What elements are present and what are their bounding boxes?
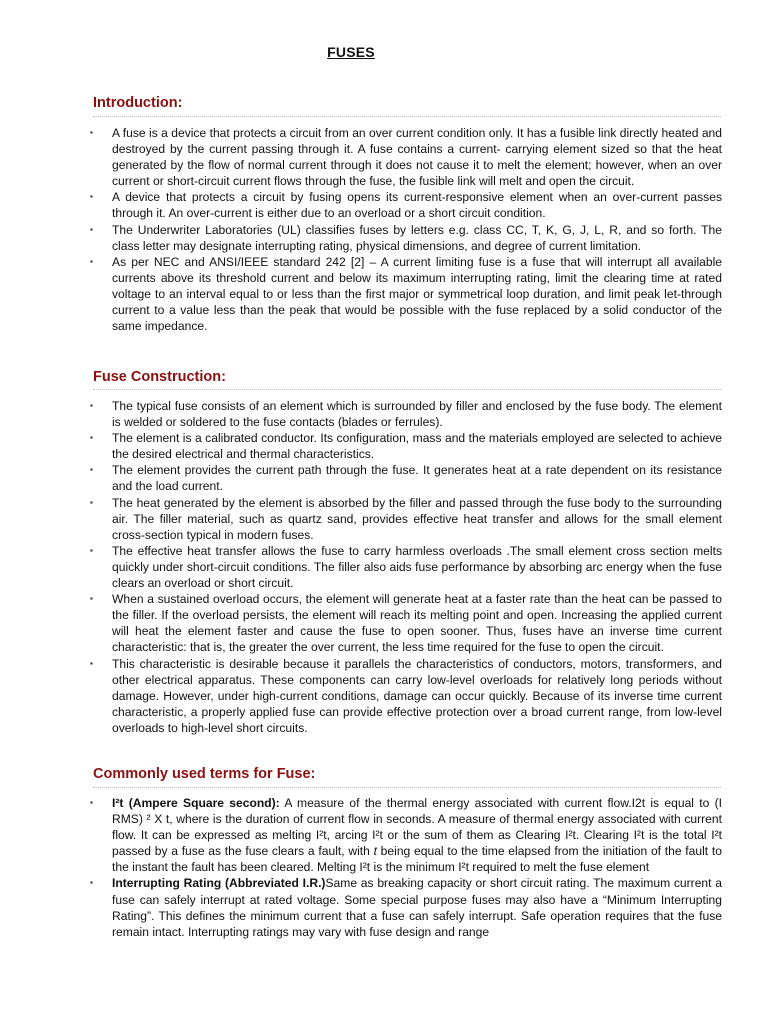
bullet-icon: ▪ [90, 128, 93, 137]
list-item: ▪ As per NEC and ANSI/IEEE standard 242 [2] – A current limiting fuse is a fuse that will interrupt all available currents above its threshold current and below its maximum interrupting rating, limit the clearing time at rated voltage to an interval equal to or less than the first major or symmetrical loop duration, and limit peak let-through current to a value less than the peak that would be possible with the fuse replaced by a solid conductor of the same impedance. [90, 254, 722, 334]
list-item: ▪ I²t (Ampere Square second): A measure of the thermal energy associated with current flow.I2t is equal to (I RMS) ² X t, where is the duration of current flow in seconds. A measure of thermal energy associated with current flow. It can be expressed as melting I²t, arcing I²t or the sum of them as Clearing I²t. Clearing I²t is the total I²t passed by a fuse as the fuse clears a fault, with t being equal to the time elapsed from the initiation of the fault to the instant the fault has been cleared. Melting I²t is the minimum I²t required to melt the fuse element [90, 796, 723, 875]
section-divider [93, 787, 721, 788]
bullet-icon: ▪ [90, 401, 93, 410]
term-interrupting-rating: Interrupting Rating (Abbreviated I.R.) [112, 876, 326, 891]
bullet-icon: ▪ [90, 224, 93, 234]
bullet-icon: ▪ [90, 497, 93, 507]
bullet-icon: ▪ [90, 878, 93, 888]
list-item: ▪ The heat generated by the element is absorbed by the filler and passed through the fuse body to the surrounding air. The filler material, such as quartz sand, provides effective heat transfer and allows for the small element cross-section typical in modern fuses. [90, 495, 722, 542]
bullet-icon: ▪ [90, 256, 93, 266]
bullet-icon: ▪ [90, 433, 93, 443]
term-i2t: I²t (Ampere Square second): [112, 796, 280, 810]
list-item: ▪ This characteristic is desirable because it parallels the characteristics of conductors, motors, transformers, and other electrical apparatus. These components can carry low-level overloads for relatively long periods without damage. However, under high-current conditions, damage can occur quickly. Because of its inverse time current characteristic, a properly applied fuse can provide effective protection over a broad current range, from low-level overloads to high-level short circuits. [90, 656, 722, 735]
list-item: ▪ When a sustained overload occurs, the element will generate heat at a faster rate than the heat can be passed to the filler. If the overload persists, the element will reach its melting point and open. Increasing the applied current will heat the element faster and cause the fuse to open sooner. Thus, fuses have an inverse time current characteristic: that is, the greater the over current, the less time required for the fuse to open the circuit. [90, 592, 722, 655]
bullet-icon: ▪ [90, 192, 93, 202]
list-item: ▪ The Underwriter Laboratories (UL) classifies fuses by letters e.g. class CC, T, K, G, J, L, R, and so forth. The class letter may designate interrupting rating, physical dimensions, and degree of current limitation. [90, 222, 722, 253]
list-item: ▪ Interrupting Rating (Abbreviated I.R.)Same as breaking capacity or short circuit rating. The maximum current a fuse can safely interrupt at rated voltage. Some special purpose fuses may also have a “Minimum Interrupting Rating”. This defines the minimum current that a fuse can safely interrupt. Safe operation requires that the fuse remain intact. Interrupting ratings may vary with fuse design and range [90, 876, 722, 939]
page-title: FUSES [327, 44, 375, 60]
bullet-icon: ▪ [90, 594, 93, 604]
terms-heading: Commonly used terms for Fuse: [93, 766, 316, 782]
bullet-icon: ▪ [90, 465, 93, 475]
list-item: ▪ A device that protects a circuit by fusing opens its current-responsive element when an over-current passes through it. An over-current is either due to an overload or a short circuit condition. [90, 190, 722, 221]
bullet-icon: ▪ [90, 658, 93, 668]
terms-list [90, 795, 722, 940]
construction-heading: Fuse Construction: [93, 369, 226, 385]
list-item: ▪ The effective heat transfer allows the fuse to carry harmless overloads .The small element cross section melts quickly under short-circuit conditions. The filler also aids fuse performance by absorbing arc energy when the fuse clears an overload or short circuit. [90, 543, 722, 591]
bullet-icon: ▪ [90, 798, 93, 807]
construction-list [90, 398, 722, 736]
list-item: ▪ The element provides the current path through the fuse. It generates heat at a rate dependent on its resistance and the load current. [90, 463, 722, 494]
list-item: ▪ A fuse is a device that protects a circuit from an over current condition only. It has a fusible link directly heated and destroyed by the current passing through it. A fuse contains a current- carrying element sized so that the heat generated by the flow of normal current through it does not cause it to melt the element; however, when an over current or short-circuit current flows through the fuse, the fusible link will melt and open the circuit. [90, 126, 722, 189]
section-divider [93, 389, 721, 390]
section-divider [93, 116, 721, 117]
bullet-icon: ▪ [90, 545, 93, 555]
list-item: ▪ The typical fuse consists of an element which is surrounded by filler and enclosed by the fuse body. The element is welded or soldered to the fuse contacts (blades or ferrules). [90, 399, 722, 430]
list-item: ▪ The element is a calibrated conductor. Its configuration, mass and the materials employed are selected to achieve the desired electrical and thermal characteristics. [90, 431, 722, 462]
introduction-heading: Introduction: [93, 95, 183, 111]
introduction-list [90, 125, 722, 334]
